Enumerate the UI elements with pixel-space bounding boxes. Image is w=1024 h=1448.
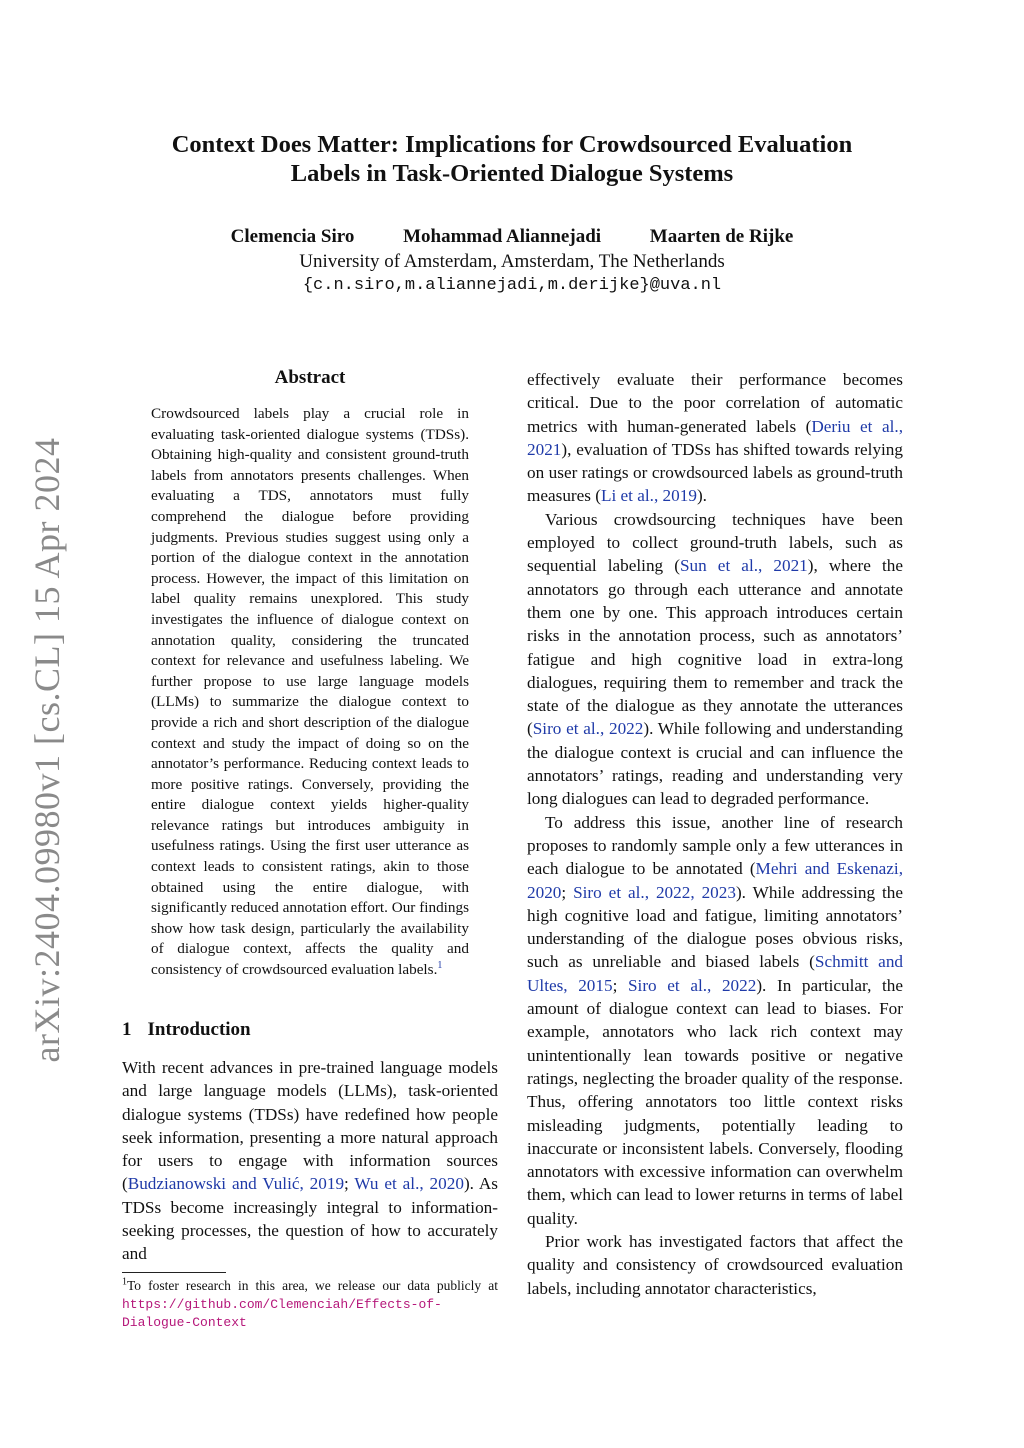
citation-link[interactable]: Mehri and Eskenazi, 2020 [527,859,903,902]
abstract-text [151,404,469,981]
introduction-left-column [122,1056,498,1266]
citation-link[interactable]: Schmitt and Ultes, 2015 [527,952,904,995]
citation-link[interactable]: Deriu et al., 2021 [527,416,903,459]
paper-title [112,130,912,188]
right-column [527,368,903,1300]
footnote [122,1277,498,1332]
citation-link[interactable]: Siro et al., 2022 [628,975,757,995]
text-run: ). While following and understanding the dialogue context is crucial and can influence the annotators’ ratings, reading and understanding very long dialogues can lead to degraded performance. [527,719,904,809]
author-list [112,226,912,248]
citation-link[interactable]: Wu et al., 2020 [354,1174,464,1194]
abstract-heading: Abstract [274,367,346,388]
text-run: Prior work has investigated factors that affect the quality and consistency of crowdsourced evaluation labels, including annotator characteristics, [527,1231,903,1298]
github-url-link[interactable]: https://github.com/Clemenciah/Effects-of-Dialogue-Context [122,1296,442,1330]
citation-link[interactable]: Siro et al., 2022, 2023 [573,882,736,902]
section-heading-introduction [122,1019,251,1041]
title-line-2: Labels in Task-Oriented Dialogue Systems [290,160,734,187]
text-run: ). In particular, the amount of dialogue context can lead to biases. For example, annotators who lack rich context may unintentionally lean towards positive or negative ratings, neglecting the broader quality of the response. Thus, offering annotators too little context risks misleading judgments, potentially leading to inaccurate or inconsistent labels. Conversely, flooding annotators with excessive information can overwhelm them, which can lead to lower returns in terms of label quality. [527,975,904,1228]
paragraph [527,508,903,811]
paragraph [527,368,903,508]
title-line-1: Context Does Matter: Implications for Crowdsourced Evaluation [171,131,853,158]
footnote-number: 1 [122,1276,127,1288]
author-name: Maarten de Rijke [649,226,794,247]
citation-link[interactable]: Budzianowski and Vulić, 2019 [127,1174,345,1194]
footnote-divider [122,1272,226,1273]
text-run: ; [561,882,574,902]
text-run: With recent advances in pre-trained language models and large language models (LLMs), task-oriented dialogue systems (TDSs) have redefined how people seek information, presenting a more natural approach for users to engage with information sources ( [122,1058,498,1194]
footnote-reference[interactable]: 1 [437,959,443,971]
author-name: Clemencia Siro [230,226,355,247]
paragraph [527,811,903,1230]
section-title: Introduction [147,1019,251,1040]
abstract-paragraph: Crowdsourced labels play a crucial role in evaluating task-oriented dialogue systems (TDSs). Obtaining high-quality and consistent ground-truth labels from annotators presents challenges. When evaluating a TDS, annotators must fully comprehend the dialogue before providing judgments. Previous studies suggest using only a portion of the dialogue context in the annotation process. However, the impact of this limitation on label quality remains unexplored. This study investigates the influence of dialogue context on annotation quality, considering the truncated context for relevance and usefulness labeling. We further propose to use large language models (LLMs) to summarize the dialogue context to provide a rich and short description of the dialogue context and study the impact of doing so on the annotator’s performance. Reducing context leads to more positive ratings. Conversely, providing the entire dialogue context yields higher-quality relevance ratings but introduces ambiguity in usefulness ratings. Using the first user utterance as context leads to consistent ratings, akin to those obtained using the entire dialogue, with significantly reduced annotation effort. Our findings show how task design, particularly the availability of dialogue context, affects the quality and consistency of crowdsourced evaluation labels. [151,405,469,979]
text-run: ), evaluation of TDSs has shifted towards relying on user ratings or crowdsourced labels as ground-truth measures ( [527,439,903,506]
paragraph [122,1056,498,1266]
affiliation: University of Amsterdam, Amsterdam, The Netherlands [299,251,725,272]
author-emails: {c.n.siro,m.aliannejadi,m.derijke}@uva.nl [302,276,722,295]
footnote-text: To foster research in this area, we release our data publicly at [127,1278,498,1293]
text-run: ). As TDSs become increasingly integral to information-seeking processes, the question of how to accurately and [122,1174,498,1264]
text-run: ), where the annotators go through each utterance and annotate them one by one. This approach introduces certain risks in the annotation process, such as annotators’ fatigue and high cognitive load in extra-long dialogues, requiring them to remember and track the state of the dialogue as they annotate the utterances ( [527,556,903,739]
citation-link[interactable]: Li et al., 2019 [600,486,697,506]
text-run: ; [344,1174,355,1194]
author-name: Mohammad Aliannejadi [403,226,602,247]
text-run: ). [696,486,707,506]
text-run: To address this issue, another line of research proposes to randomly sample only a few utterances in each dialogue to be annotated ( [527,812,903,879]
text-run: ). While addressing the high cognitive load and fatigue, limiting annotators’ understanding of the dialogue poses obvious risks, such as unreliable and biased labels ( [527,882,903,972]
citation-link[interactable]: Sun et al., 2021 [679,556,808,576]
text-run: ; [612,975,628,995]
arxiv-identifier: arXiv:2404.09980v1 [cs.CL] 15 Apr 2024 [27,437,67,1063]
text-run: effectively evaluate their performance becomes critical. Due to the poor correlation of automatic metrics with human-generated labels ( [527,370,903,436]
section-number: 1 [122,1019,132,1040]
text-run: Various crowdsourcing techniques have been employed to collect ground-truth labels, such as sequential labeling ( [527,509,903,576]
paragraph [527,1230,903,1300]
citation-link[interactable]: Siro et al., 2022 [532,719,644,739]
